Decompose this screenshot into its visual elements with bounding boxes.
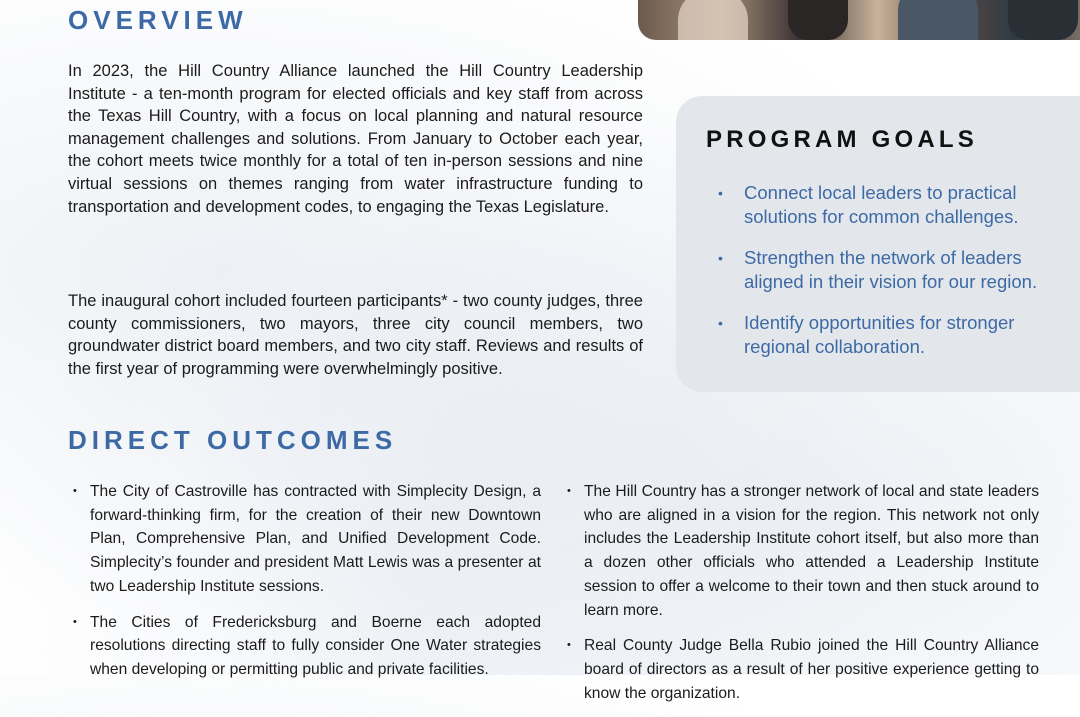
bullet-icon: • <box>718 315 723 331</box>
outcomes-list-right <box>567 480 1039 717</box>
goal-text: Strengthen the network of leaders aligned in their vision for our region. <box>744 247 1038 292</box>
outcome-item <box>567 634 1039 705</box>
goal-item <box>718 181 1058 229</box>
goal-item <box>718 246 1058 294</box>
program-goals-title: PROGRAM GOALS <box>706 126 978 153</box>
goal-text: Identify opportunities for stronger regional collaboration. <box>744 312 1015 357</box>
outcome-item <box>73 611 541 682</box>
bullet-icon: • <box>567 485 571 497</box>
bullet-icon: • <box>567 639 571 652</box>
outcome-item <box>567 480 1039 622</box>
overview-paragraph-1: In 2023, the Hill Country Alliance launched the Hill Country Leadership Institute - a ten-month program for elected officials and key staff from across the Texas Hill Country, with a focus on local planning and natural resource management challenges and solutions. From January to October each year, the cohort meets twice monthly for a total of ten in-person sessions and nine virtual sessions on themes ranging from water infrastructure funding to transportation and development codes, to engaging the Texas Legislature. <box>68 62 643 216</box>
bullet-icon: • <box>73 615 77 628</box>
goal-item <box>718 311 1058 359</box>
bullet-icon: • <box>718 185 723 201</box>
outcome-item <box>73 480 541 599</box>
outcome-text: Real County Judge Bella Rubio joined the Hill Country Alliance board of directors as a result of her positive experience getting to know the organization. <box>584 637 1039 702</box>
bullet-icon: • <box>73 485 77 497</box>
direct-outcomes-heading: DIRECT OUTCOMES <box>68 425 398 455</box>
cohort-photo <box>638 0 1080 40</box>
overview-heading: OVERVIEW <box>68 5 248 35</box>
outcomes-list-left <box>73 480 541 694</box>
program-goals-list <box>718 181 1058 376</box>
outcome-text: The Hill Country has a stronger network of local and state leaders who are aligned in a vision for the region. This network not only includes the Leadership Institute cohort itself, but also more than a dozen other officials who attended a Leadership Institute session to offer a welcome to their town and then stuck around to learn more. <box>584 483 1039 619</box>
goal-text: Connect local leaders to practical solutions for common challenges. <box>744 182 1019 227</box>
outcome-text: The City of Castroville has contracted with Simplecity Design, a forward-thinking firm, for the creation of their new Downtown Plan, Comprehensive Plan, and Unified Development Code. Simplecity’s founder and president Matt Lewis was a presenter at two Leadership Institute sessions. <box>90 483 541 595</box>
bullet-icon: • <box>718 250 723 266</box>
outcome-text: The Cities of Fredericksburg and Boerne each adopted resolutions directing staff to fully consider One Water strategies when developing or permitting public and private facilities. <box>90 613 541 678</box>
overview-paragraph-2: The inaugural cohort included fourteen participants* - two county judges, three county commissioners, two mayors, three city council members, two groundwater district board members, and two city staff. Reviews and results of the first year of programming were overwhelmingly positive. <box>68 292 643 378</box>
